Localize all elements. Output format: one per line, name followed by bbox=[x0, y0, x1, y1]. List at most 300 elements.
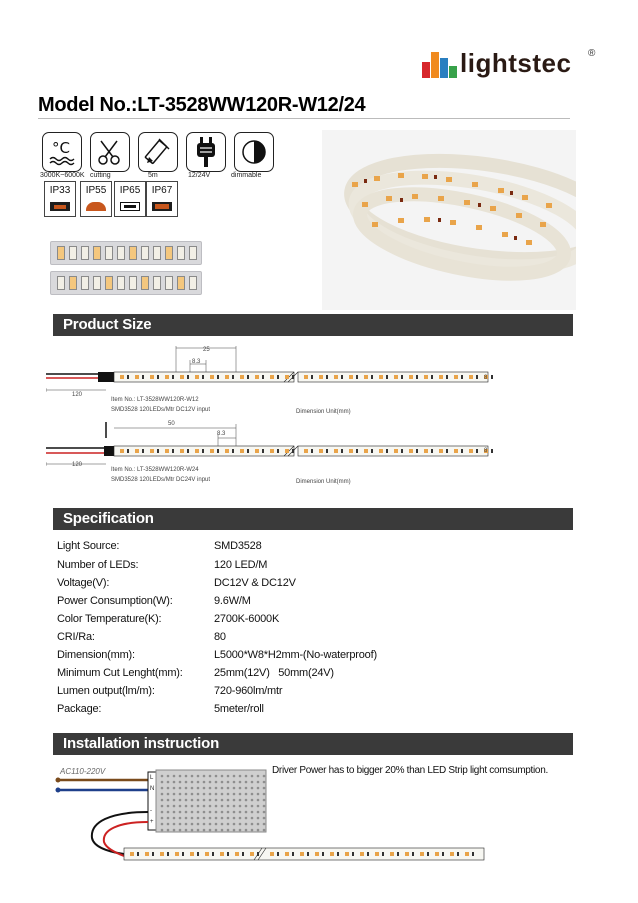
vent-hole bbox=[233, 787, 236, 790]
vent-hole bbox=[251, 811, 254, 814]
vent-hole bbox=[209, 805, 212, 808]
resistor bbox=[137, 852, 139, 856]
led-cell bbox=[129, 246, 137, 260]
led-chip bbox=[240, 449, 244, 453]
resistor bbox=[446, 375, 448, 379]
spec-value: SMD3528 bbox=[214, 540, 262, 552]
led-cell bbox=[117, 246, 125, 260]
vent-hole bbox=[209, 781, 212, 784]
led-chip bbox=[409, 449, 413, 453]
vent-hole bbox=[185, 787, 188, 790]
vent-hole bbox=[245, 775, 248, 778]
vent-hole bbox=[263, 793, 266, 796]
spec-value: 9.6W/M bbox=[214, 595, 251, 607]
led-chip bbox=[190, 852, 194, 856]
led-chip bbox=[270, 449, 274, 453]
ip-rating-badge bbox=[80, 181, 112, 217]
reel-length-icon bbox=[138, 132, 178, 172]
color-temperature-icon bbox=[42, 132, 82, 172]
vent-hole bbox=[251, 793, 254, 796]
vent-hole bbox=[185, 805, 188, 808]
item-number: Item No.: LT-3528WW120R-W12 bbox=[111, 397, 199, 403]
led-chip bbox=[165, 375, 169, 379]
resistor bbox=[292, 449, 294, 453]
led-chip bbox=[304, 375, 308, 379]
vent-hole bbox=[251, 829, 254, 832]
vent-hole bbox=[233, 781, 236, 784]
model-title: Model No.:LT-3528WW120R-W12/24 bbox=[38, 94, 366, 116]
resistor bbox=[341, 375, 343, 379]
resistor bbox=[217, 375, 219, 379]
led-chip bbox=[195, 449, 199, 453]
resistor bbox=[457, 852, 459, 856]
spec-label: CRI/Ra: bbox=[57, 631, 95, 643]
vent-hole bbox=[173, 805, 176, 808]
led-chip bbox=[349, 375, 353, 379]
led-chip bbox=[130, 852, 134, 856]
vent-hole bbox=[167, 823, 170, 826]
vent-hole bbox=[179, 793, 182, 796]
led-chip bbox=[135, 375, 139, 379]
vent-hole bbox=[251, 781, 254, 784]
led-cell bbox=[105, 246, 113, 260]
resistor bbox=[367, 852, 369, 856]
vent-hole bbox=[245, 799, 248, 802]
vent-hole bbox=[167, 817, 170, 820]
vent-hole bbox=[173, 787, 176, 790]
vent-hole bbox=[185, 817, 188, 820]
vent-hole bbox=[221, 811, 224, 814]
vent-hole bbox=[179, 799, 182, 802]
vent-hole bbox=[257, 805, 260, 808]
vent-hole bbox=[227, 799, 230, 802]
registered-mark: ® bbox=[588, 48, 596, 59]
vent-hole bbox=[245, 781, 248, 784]
led-chip bbox=[435, 852, 439, 856]
vent-hole bbox=[203, 799, 206, 802]
vent-hole bbox=[257, 787, 260, 790]
vent-hole bbox=[233, 829, 236, 832]
feature-label: 3000K~6000K bbox=[40, 172, 85, 179]
led-chip bbox=[300, 852, 304, 856]
led-chip bbox=[145, 852, 149, 856]
vent-hole bbox=[233, 823, 236, 826]
vent-hole bbox=[203, 793, 206, 796]
resistor bbox=[227, 852, 229, 856]
vent-hole bbox=[173, 823, 176, 826]
resistor bbox=[446, 449, 448, 453]
resistor bbox=[242, 852, 244, 856]
led-gap-label: 8.3 bbox=[217, 431, 226, 437]
dimension-unit-note: Dimension Unit(mm) bbox=[296, 479, 351, 485]
resistor bbox=[472, 852, 474, 856]
led-chip bbox=[409, 375, 413, 379]
vent-hole bbox=[191, 829, 194, 832]
vent-hole bbox=[263, 817, 266, 820]
resistor bbox=[427, 852, 429, 856]
vent-hole bbox=[161, 811, 164, 814]
resistor bbox=[307, 852, 309, 856]
led-chip bbox=[349, 449, 353, 453]
resistor bbox=[262, 375, 264, 379]
resistor bbox=[461, 449, 463, 453]
vent-hole bbox=[233, 811, 236, 814]
led-chip bbox=[345, 852, 349, 856]
vent-hole bbox=[221, 799, 224, 802]
vent-hole bbox=[191, 787, 194, 790]
resistor bbox=[311, 449, 313, 453]
item-description: SMD3528 120LEDs/Mtr DC24V input bbox=[111, 477, 211, 483]
vent-hole bbox=[239, 793, 242, 796]
vent-hole bbox=[185, 775, 188, 778]
led-chip bbox=[364, 375, 368, 379]
resistor bbox=[476, 449, 478, 453]
vent-hole bbox=[215, 817, 218, 820]
resistor bbox=[127, 375, 129, 379]
resistor bbox=[371, 449, 373, 453]
vent-hole bbox=[263, 823, 266, 826]
vent-hole bbox=[233, 817, 236, 820]
spec-label: Package: bbox=[57, 703, 102, 715]
led-cell bbox=[165, 246, 173, 260]
resistor bbox=[187, 375, 189, 379]
section-title: Product Size bbox=[63, 316, 152, 333]
led-cell bbox=[69, 246, 77, 260]
spec-value: 5meter/roll bbox=[214, 703, 264, 715]
vent-hole bbox=[209, 793, 212, 796]
vent-hole bbox=[227, 787, 230, 790]
led-cell bbox=[189, 276, 197, 290]
section-header-installation bbox=[53, 733, 573, 755]
vent-hole bbox=[257, 799, 260, 802]
vent-hole bbox=[233, 799, 236, 802]
resistor bbox=[232, 375, 234, 379]
vent-hole bbox=[173, 775, 176, 778]
vent-hole bbox=[263, 805, 266, 808]
led-gap-label: 8.3 bbox=[192, 359, 201, 365]
resistor bbox=[386, 449, 388, 453]
vent-hole bbox=[239, 775, 242, 778]
led-cell bbox=[189, 246, 197, 260]
vent-hole bbox=[179, 823, 182, 826]
vent-hole bbox=[209, 775, 212, 778]
led-chip bbox=[375, 852, 379, 856]
vent-hole bbox=[197, 805, 200, 808]
led-chip bbox=[165, 449, 169, 453]
feature-label: 12/24V bbox=[188, 172, 211, 179]
vent-hole bbox=[227, 817, 230, 820]
vent-hole bbox=[185, 793, 188, 796]
vent-hole bbox=[239, 781, 242, 784]
vent-hole bbox=[161, 805, 164, 808]
vent-hole bbox=[245, 811, 248, 814]
vent-hole bbox=[257, 793, 260, 796]
resistor bbox=[212, 852, 214, 856]
width-label: 8 bbox=[484, 448, 488, 454]
section-title: Installation instruction bbox=[63, 735, 220, 752]
vent-hole bbox=[185, 829, 188, 832]
ip-rating-label: IP65 bbox=[119, 185, 141, 196]
vent-hole bbox=[245, 817, 248, 820]
ip-rating-badge bbox=[44, 181, 76, 217]
vent-hole bbox=[185, 781, 188, 784]
vent-hole bbox=[239, 805, 242, 808]
feature-label: cutting bbox=[90, 172, 111, 179]
vent-hole bbox=[227, 829, 230, 832]
resistor bbox=[322, 852, 324, 856]
vent-hole bbox=[173, 799, 176, 802]
resistor bbox=[157, 449, 159, 453]
led-chip bbox=[180, 375, 184, 379]
vent-hole bbox=[221, 775, 224, 778]
led-chip bbox=[270, 852, 274, 856]
strip-section-icon bbox=[120, 202, 140, 211]
wiring-diagram bbox=[40, 760, 500, 870]
vent-hole bbox=[209, 811, 212, 814]
resistor bbox=[167, 852, 169, 856]
led-chip bbox=[205, 852, 209, 856]
vent-hole bbox=[263, 775, 266, 778]
vent-hole bbox=[215, 805, 218, 808]
ip-rating-badge bbox=[146, 181, 178, 217]
led-chip bbox=[334, 449, 338, 453]
resistor bbox=[431, 449, 433, 453]
resistor bbox=[277, 449, 279, 453]
vent-hole bbox=[215, 787, 218, 790]
vent-hole bbox=[185, 823, 188, 826]
resistor bbox=[341, 449, 343, 453]
resistor bbox=[461, 375, 463, 379]
vent-hole bbox=[221, 787, 224, 790]
terminal-label: L bbox=[150, 775, 154, 781]
vent-hole bbox=[263, 811, 266, 814]
led-chip bbox=[210, 449, 214, 453]
lead-length-label: 120 bbox=[72, 462, 83, 468]
vent-hole bbox=[203, 805, 206, 808]
led-chip bbox=[360, 852, 364, 856]
spec-label: Color Temperature(K): bbox=[57, 613, 162, 625]
vent-hole bbox=[227, 775, 230, 778]
strip-section-icon bbox=[86, 202, 106, 211]
vent-hole bbox=[191, 823, 194, 826]
vent-hole bbox=[263, 787, 266, 790]
spec-value: 2700K-6000K bbox=[214, 613, 280, 625]
ip-rating-label: IP55 bbox=[85, 185, 107, 196]
vent-hole bbox=[209, 799, 212, 802]
led-cell bbox=[165, 276, 173, 290]
spec-value: 720-960lm/mtr bbox=[214, 685, 283, 697]
led-chip bbox=[255, 449, 259, 453]
resistor bbox=[172, 375, 174, 379]
resistor bbox=[202, 375, 204, 379]
feature-label: 5m bbox=[148, 172, 158, 179]
vent-hole bbox=[221, 829, 224, 832]
vent-hole bbox=[221, 781, 224, 784]
led-cell bbox=[93, 246, 101, 260]
led-chip bbox=[465, 852, 469, 856]
pitch-label: 50 bbox=[168, 421, 175, 427]
resistor bbox=[292, 375, 294, 379]
vent-hole bbox=[215, 793, 218, 796]
led-chip bbox=[454, 375, 458, 379]
resistor bbox=[442, 852, 444, 856]
resistor bbox=[326, 449, 328, 453]
led-chip bbox=[285, 852, 289, 856]
vent-hole bbox=[191, 805, 194, 808]
section-header-specification bbox=[53, 508, 573, 530]
terminal-label: - bbox=[150, 808, 152, 814]
led-cell bbox=[93, 276, 101, 290]
vent-hole bbox=[161, 799, 164, 802]
resistor bbox=[152, 852, 154, 856]
vent-hole bbox=[197, 793, 200, 796]
terminal-label: + bbox=[150, 819, 154, 825]
resistor bbox=[412, 852, 414, 856]
spec-value: 25mm(12V) 50mm(24V) bbox=[214, 667, 334, 679]
spec-value: L5000*W8*H2mm-(No-waterproof) bbox=[214, 649, 377, 661]
led-chip bbox=[220, 852, 224, 856]
vent-hole bbox=[197, 799, 200, 802]
spec-label: Light Source: bbox=[57, 540, 120, 552]
vent-hole bbox=[191, 793, 194, 796]
resistor bbox=[217, 449, 219, 453]
vent-hole bbox=[167, 787, 170, 790]
strip-section-icon bbox=[50, 202, 70, 211]
vent-hole bbox=[161, 781, 164, 784]
vent-hole bbox=[161, 775, 164, 778]
led-cell bbox=[153, 276, 161, 290]
plug-icon bbox=[186, 132, 226, 172]
led-chip bbox=[405, 852, 409, 856]
vent-hole bbox=[215, 829, 218, 832]
vent-hole bbox=[203, 817, 206, 820]
vent-hole bbox=[203, 775, 206, 778]
led-chip bbox=[180, 449, 184, 453]
led-cell bbox=[105, 276, 113, 290]
terminal-label: N bbox=[150, 786, 155, 792]
resistor bbox=[356, 375, 358, 379]
resistor bbox=[491, 449, 493, 453]
item-number: Item No.: LT-3528WW120R-W24 bbox=[111, 467, 199, 473]
vent-hole bbox=[167, 811, 170, 814]
led-strip-reel-photo bbox=[322, 130, 576, 310]
led-chip bbox=[379, 449, 383, 453]
ip-rating-label: IP67 bbox=[151, 185, 173, 196]
led-chip bbox=[195, 375, 199, 379]
spec-label: Voltage(V): bbox=[57, 577, 110, 589]
led-cell bbox=[57, 276, 65, 290]
dimension-unit-note: Dimension Unit(mm) bbox=[296, 409, 351, 415]
vent-hole bbox=[179, 787, 182, 790]
vent-hole bbox=[161, 829, 164, 832]
resistor bbox=[491, 375, 493, 379]
scissors-icon bbox=[90, 132, 130, 172]
led-chip bbox=[390, 852, 394, 856]
resistor bbox=[416, 375, 418, 379]
resistor bbox=[257, 852, 259, 856]
spec-label: Minimum Cut Lenght(mm): bbox=[57, 667, 183, 679]
led-cell bbox=[81, 246, 89, 260]
vent-hole bbox=[215, 781, 218, 784]
vent-hole bbox=[221, 805, 224, 808]
led-chip bbox=[160, 852, 164, 856]
led-chip bbox=[255, 375, 259, 379]
resistor bbox=[247, 449, 249, 453]
vent-hole bbox=[203, 787, 206, 790]
vent-hole bbox=[161, 787, 164, 790]
vent-hole bbox=[161, 793, 164, 796]
resistor bbox=[326, 375, 328, 379]
svg-text:°C: °C bbox=[52, 139, 70, 157]
vent-hole bbox=[239, 799, 242, 802]
led-chip bbox=[135, 449, 139, 453]
strip-section-icon bbox=[152, 202, 172, 211]
resistor bbox=[397, 852, 399, 856]
vent-hole bbox=[239, 829, 242, 832]
resistor bbox=[382, 852, 384, 856]
led-chip bbox=[469, 449, 473, 453]
vent-hole bbox=[215, 811, 218, 814]
vent-hole bbox=[197, 823, 200, 826]
led-chip bbox=[450, 852, 454, 856]
vent-hole bbox=[179, 829, 182, 832]
led-chip bbox=[225, 449, 229, 453]
ac-input-label: AC110-220V bbox=[60, 767, 106, 776]
strip-closeup-photo bbox=[50, 271, 202, 295]
led-chip bbox=[304, 449, 308, 453]
vent-hole bbox=[227, 781, 230, 784]
led-chip bbox=[319, 449, 323, 453]
vent-hole bbox=[191, 775, 194, 778]
ip-rating-label: IP33 bbox=[49, 185, 71, 196]
led-chip bbox=[315, 852, 319, 856]
resistor bbox=[311, 375, 313, 379]
led-cell bbox=[141, 276, 149, 290]
vent-hole bbox=[161, 817, 164, 820]
spec-value: 120 LED/M bbox=[214, 559, 268, 571]
led-cell bbox=[81, 276, 89, 290]
vent-hole bbox=[167, 805, 170, 808]
ip-rating-badge bbox=[114, 181, 146, 217]
vent-hole bbox=[167, 775, 170, 778]
vent-hole bbox=[203, 823, 206, 826]
resistor bbox=[182, 852, 184, 856]
resistor bbox=[142, 449, 144, 453]
led-chip bbox=[424, 449, 428, 453]
resistor bbox=[197, 852, 199, 856]
vent-hole bbox=[209, 829, 212, 832]
led-chip bbox=[469, 375, 473, 379]
led-chip bbox=[334, 375, 338, 379]
driver-power-note: Driver Power has to bigger 20% than LED Strip light comsumption. bbox=[272, 765, 548, 776]
spec-label: Number of LEDs: bbox=[57, 559, 139, 571]
led-chip bbox=[120, 449, 124, 453]
vent-hole bbox=[233, 793, 236, 796]
spec-label: Lumen output(lm/m): bbox=[57, 685, 155, 697]
section-header-product-size bbox=[53, 314, 573, 336]
resistor bbox=[386, 375, 388, 379]
led-chip bbox=[439, 449, 443, 453]
vent-hole bbox=[167, 781, 170, 784]
resistor bbox=[476, 375, 478, 379]
spec-value: 80 bbox=[214, 631, 226, 643]
resistor bbox=[292, 852, 294, 856]
led-cell bbox=[69, 276, 77, 290]
vent-hole bbox=[245, 805, 248, 808]
vent-hole bbox=[263, 829, 266, 832]
dimmer-icon bbox=[234, 132, 274, 172]
resistor bbox=[401, 449, 403, 453]
